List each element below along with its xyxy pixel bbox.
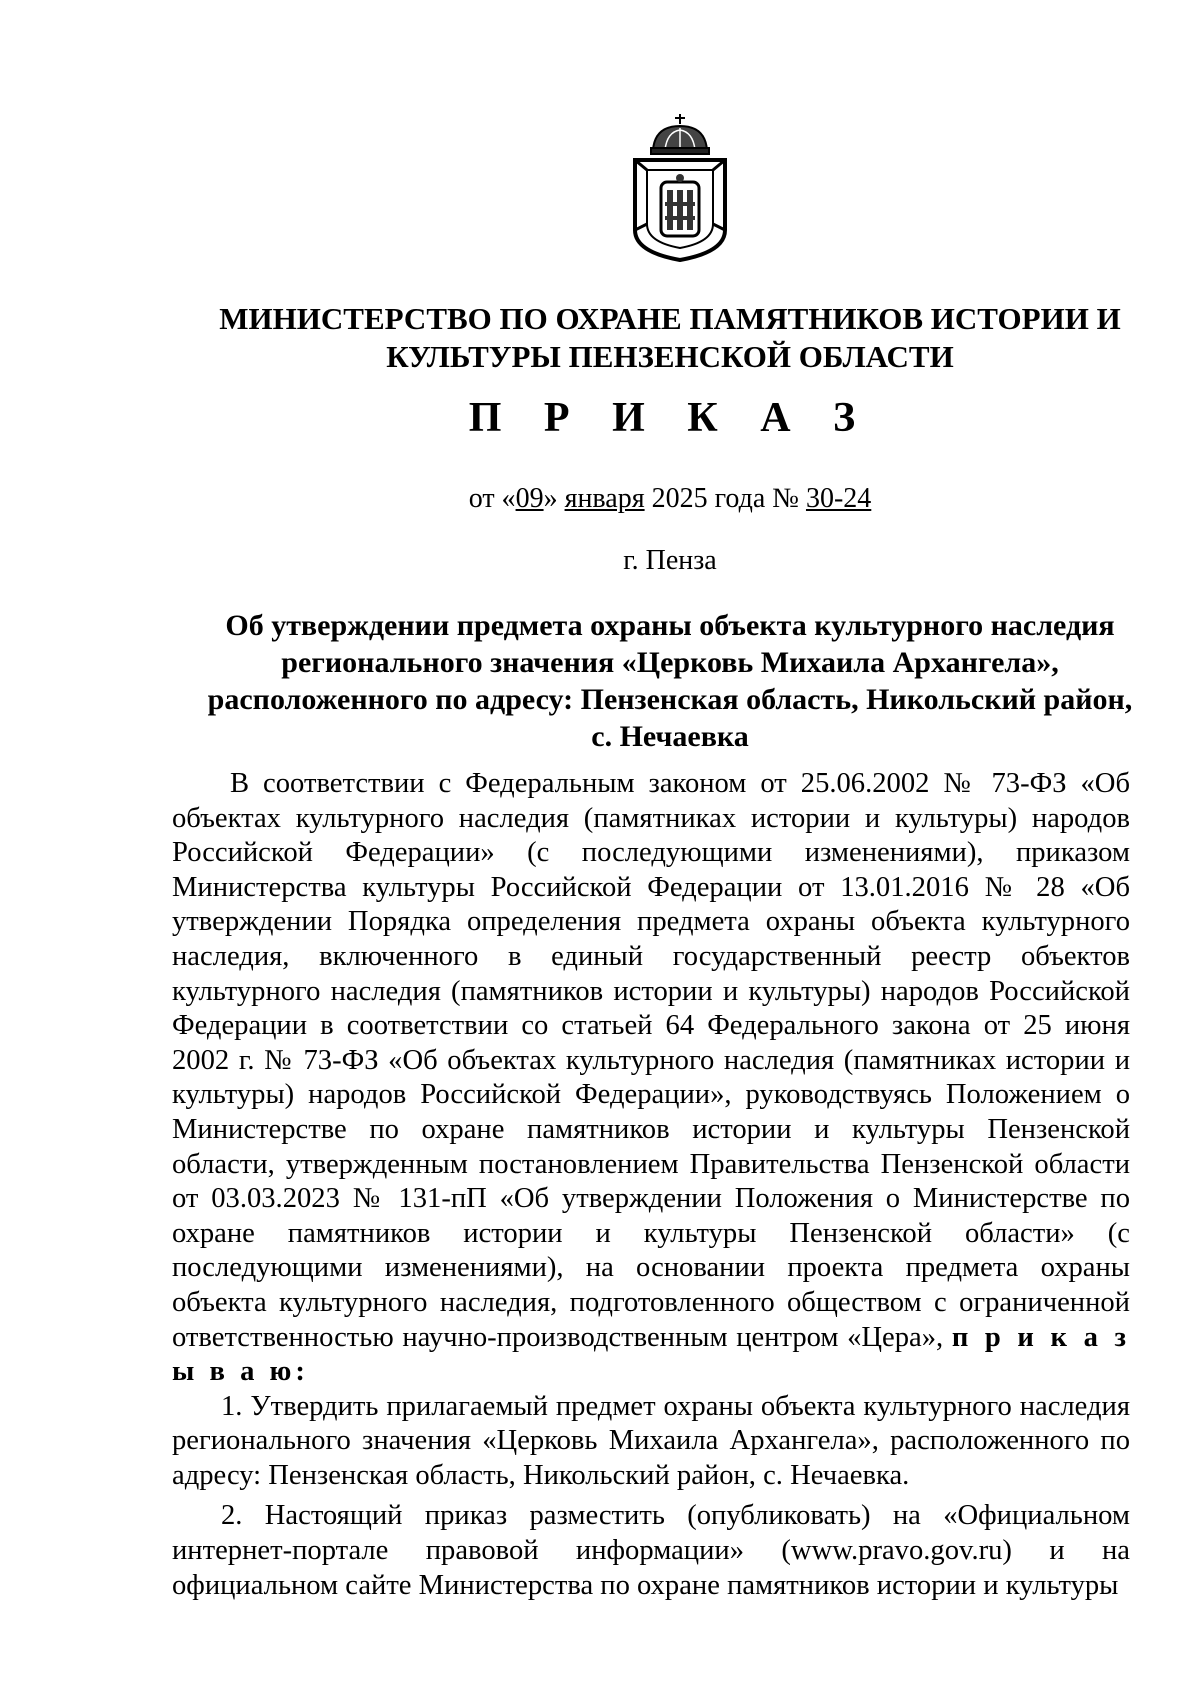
date-prefix: от « xyxy=(468,483,516,514)
ministry-name-line1: МИНИСТЕРСТВО ПО ОХРАНЕ ПАМЯТНИКОВ ИСТОРИИ И xyxy=(219,301,1121,336)
city: г. Пенза xyxy=(623,545,717,576)
subject-line1: Об утверждении предмета охраны объекта культурного наследия xyxy=(225,609,1115,642)
preamble-paragraph xyxy=(172,767,1130,1390)
order-item-1: 1. Утвердить прилагаемый предмет охраны объекта культурного наследия регионального значения «Церковь Михаила Архангела», расположенного по адресу: Пензенская область, Никольский район, с. Нечаевка. xyxy=(172,1390,1130,1491)
ministry-name xyxy=(170,300,1170,376)
order-day: 09 xyxy=(515,483,544,514)
order-item-2: 2. Настоящий приказ разместить (опубликовать) на «Официальном интернет-портале правовой информации» (www.pravo.gov.ru) и на официальном сайте Министерства по охране памятников истории и культуры xyxy=(172,1500,1130,1601)
order-number: 30-24 xyxy=(805,483,872,514)
subject-line3: расположенного по адресу: Пензенская область, Никольский район, xyxy=(207,683,1133,716)
document-type-title: П Р И К А З xyxy=(468,395,872,441)
subject-line4: с. Нечаевка xyxy=(591,720,749,753)
order-date-number xyxy=(170,483,1170,515)
order-body xyxy=(172,767,1130,1603)
preamble-text: В соответствии с Федеральным законом от 25.06.2002 № 73-ФЗ «Об объектах культурного наследия (памятниках истории и культуры) народов Российской Федерации» (с последующими изменениями), приказом Министерства культуры Российской Федерации от 13.01.2016 № 28 «Об утверждении Порядка определения предмета охраны объекта культурного наследия, включенного в единый государственный реестр объектов культурного наследия (памятников истории и культуры) народов Российской Федерации в соответствии со статьей 64 Федерального закона от 25 июня 2002 г. № 73-ФЗ «Об объектах культурного наследия (памятниках истории и культуры) народов Российской Федерации», руководствуясь Положением о Министерстве по охране памятников истории и культуры Пензенской области, утвержденным постановлением Правительства Пензенской области от 03.03.2023 № 131-пП «Об утверждении Положения о Министерстве по охране памятников истории и культуры Пензенской области» (с последующими изменениями), на основании проекта предмета охраны объекта культурного наследия, подготовленного обществом с ограниченной ответственностью научно-производственным центром «Цера», xyxy=(172,768,1130,1353)
date-sep-2: 2025 года № xyxy=(644,483,806,514)
order-subject xyxy=(200,607,1140,755)
order-word: п р и к а з ы в а ю: xyxy=(172,1321,1131,1388)
ministry-name-line2: КУЛЬТУРЫ ПЕНЗЕНСКОЙ ОБЛАСТИ xyxy=(386,339,954,374)
subject-line2: регионального значения «Церковь Михаила Архангела», xyxy=(281,646,1059,679)
date-sep-1: » xyxy=(543,483,565,514)
order-month: января xyxy=(564,483,645,514)
coat-of-arms-icon xyxy=(625,112,735,262)
